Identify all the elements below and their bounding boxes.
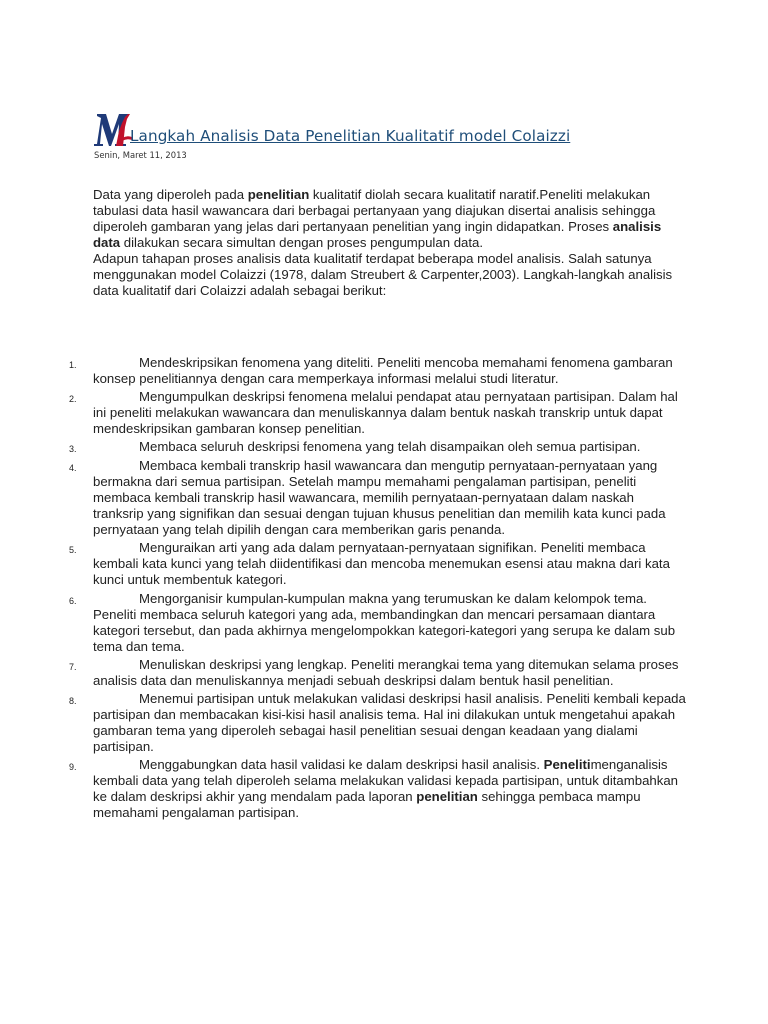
intro-text: kualitatif diolah secara kualitatif naratif.Peneliti melakukan tabulasi data hasil wawancara dari berbagai pertanyaan yang diajukan disertai analisis sehingga diperoleh gambaran yang jelas dari pertanyaan penelitian yang ingin didapatkan. Proses [93, 187, 656, 234]
intro-paragraph [93, 187, 688, 251]
list-item [69, 355, 688, 387]
list-number: 3. [69, 444, 77, 454]
intro-bold-term: analisis data [93, 219, 662, 250]
list-number: 7. [69, 662, 77, 672]
m-logo-icon [92, 113, 132, 147]
bold-term: Peneliti [543, 757, 591, 772]
list-item [69, 439, 688, 455]
list-item-text: sehingga pembaca mampu memahami pengalaman partisipan. [93, 789, 641, 820]
list-item [69, 389, 688, 437]
list-item-text: Membaca kembali transkrip hasil wawancara dan mengutip pernyataan-pernyataan yang bermakna dari semua partisipan. Setelah mampu memahami pengalaman partisipan, peneliti membaca kembali transkrip hasil wawancara, memilih pernyataan-pernyataan dalam naskah tranksrip yang signifikan dan sesuai dengan tujuan khusus penelitian dan memilih kata kunci pada pernyataan yang telah dipilih dengan cara memberikan garis penanda. [93, 458, 666, 537]
list-item [69, 657, 688, 689]
intro-text: Data yang diperoleh pada [93, 187, 248, 202]
list-item-text: Mendeskripsikan fenomena yang diteliti. Peneliti mencoba memahami fenomena gambaran konsep penelitiannya dengan cara memperkaya informasi melalui studi literatur. [93, 355, 673, 386]
colaizzi-steps-list [69, 355, 688, 821]
list-item-text: Menemui partisipan untuk melakukan validasi deskripsi hasil analisis. Peneliti kembali kepada partisipan dan membacakan kisi-kisi hasil analisis tema. Hal ini dilakukan untuk mengetahui apakah gambaran tema yang diperoleh sebagai hasil penelitian sesuai dengan keadaan yang dialami partisipan. [93, 691, 686, 754]
list-item-text: Menuliskan deskripsi yang lengkap. Peneliti merangkai tema yang ditemukan selama proses analisis data dan menuliskannya menjadi sebuah deskripsi dalam bentuk hasil penelitian. [93, 657, 679, 688]
list-number: 1. [69, 360, 77, 370]
list-number: 9. [69, 762, 77, 772]
list-number: 2. [69, 394, 77, 404]
list-item [69, 691, 688, 755]
list-item [69, 757, 688, 821]
bold-term: penelitian [416, 789, 478, 804]
post-title-link[interactable]: Langkah Analisis Data Penelitian Kualitatif model Colaizzi [130, 127, 571, 145]
list-number: 5. [69, 545, 77, 555]
list-item [69, 540, 688, 588]
list-item [69, 458, 688, 538]
list-number: 6. [69, 596, 77, 606]
list-item-text: Membaca seluruh deskripsi fenomena yang telah disampaikan oleh semua partisipan. [139, 439, 641, 454]
post-date: Senin, Maret 11, 2013 [94, 150, 187, 160]
list-number: 4. [69, 463, 77, 473]
list-item-text: Menggabungkan data hasil validasi ke dalam deskripsi hasil analisis. [139, 757, 544, 772]
list-item-text: menganalisis kembali data yang telah diperoleh selama melakukan validasi kepada partisipan, untuk ditambahkan ke dalam deskripsi akhir yang mendalam pada laporan [93, 757, 679, 804]
intro-bold-term: penelitian [247, 187, 310, 202]
list-item [69, 591, 688, 655]
list-item-text: Mengorganisir kumpulan-kumpulan makna yang terumuskan ke dalam kelompok tema. Peneliti membaca seluruh kategori yang ada, membandingkan dan mencari persamaan diantara kategori tersebut, dan pada akhirnya mengelompokkan kategori-kategori yang serupa ke dalam sub tema dan tema. [93, 591, 676, 654]
list-item-text: Menguraikan arti yang ada dalam pernyataan-pernyataan signifikan. Peneliti membaca kembali kata kunci yang telah diidentifikasi dan mencoba menemukan esensi atau makna dari kata kunci untuk membentuk kategori. [93, 540, 670, 587]
list-number: 8. [69, 696, 77, 706]
intro-paragraph-2: Adapun tahapan proses analisis data kualitatif terdapat beberapa model analisis. Salah satunya menggunakan model Colaizzi (1978, dalam Streubert & Carpenter,2003). Langkah-langkah analisis data kualitatif dari Colaizzi adalah sebagai berikut: [93, 251, 673, 298]
list-item-text: Mengumpulkan deskripsi fenomena melalui pendapat atau pernyataan partisipan. Dalam hal ini peneliti melakukan wawancara dan menuliskannya dalam bentuk naskah transkrip untuk dapat mendeskripsikan gambaran konsep penelitian. [93, 389, 678, 436]
post-body [69, 187, 688, 820]
intro-text: dilakukan secara simultan dengan proses pengumpulan data. [120, 235, 484, 250]
